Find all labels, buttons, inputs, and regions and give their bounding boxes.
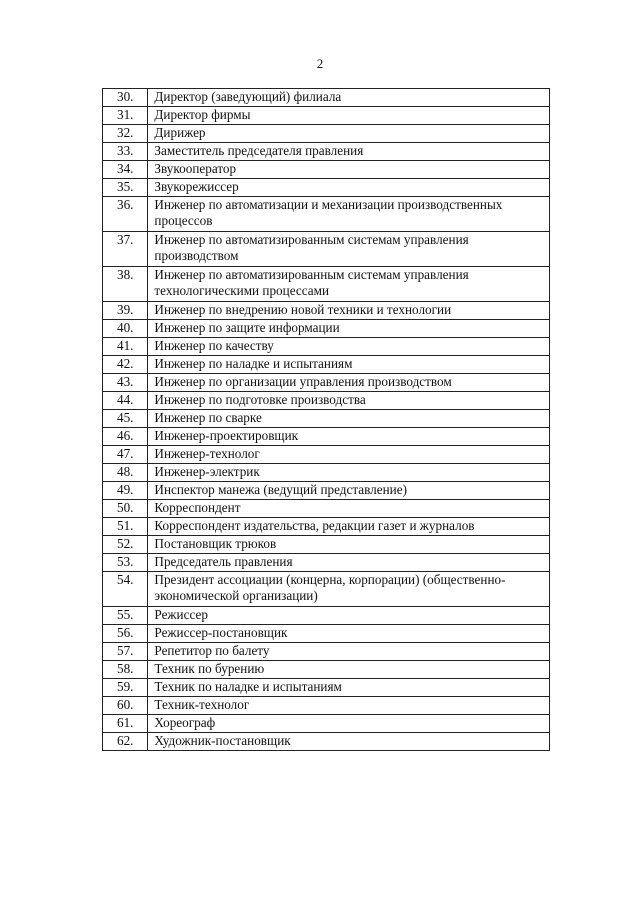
table-row bbox=[103, 536, 550, 554]
row-number: 44. bbox=[103, 392, 148, 410]
position-title: Инженер по внедрению новой техники и технологии bbox=[148, 302, 550, 320]
position-title: Дирижер bbox=[148, 125, 550, 143]
row-number: 50. bbox=[103, 500, 148, 518]
table-row bbox=[103, 607, 550, 625]
row-number: 38. bbox=[103, 267, 148, 302]
row-number: 55. bbox=[103, 607, 148, 625]
table-row bbox=[103, 374, 550, 392]
row-number: 41. bbox=[103, 338, 148, 356]
table-row bbox=[103, 107, 550, 125]
table-row bbox=[103, 733, 550, 751]
table-row bbox=[103, 410, 550, 428]
table-row bbox=[103, 338, 550, 356]
table-row bbox=[103, 428, 550, 446]
table-row bbox=[103, 715, 550, 733]
positions-table bbox=[102, 88, 550, 751]
position-title: Техник-технолог bbox=[148, 697, 550, 715]
position-title: Инженер по качеству bbox=[148, 338, 550, 356]
position-title: Инженер-проектировщик bbox=[148, 428, 550, 446]
table-row bbox=[103, 125, 550, 143]
row-number: 57. bbox=[103, 643, 148, 661]
position-title: Инженер по автоматизированным системам управления производством bbox=[148, 232, 550, 267]
row-number: 40. bbox=[103, 320, 148, 338]
row-number: 34. bbox=[103, 161, 148, 179]
row-number: 32. bbox=[103, 125, 148, 143]
row-number: 43. bbox=[103, 374, 148, 392]
table-row bbox=[103, 625, 550, 643]
row-number: 56. bbox=[103, 625, 148, 643]
row-number: 62. bbox=[103, 733, 148, 751]
row-number: 52. bbox=[103, 536, 148, 554]
table-row bbox=[103, 356, 550, 374]
table-row bbox=[103, 643, 550, 661]
position-title: Инженер по подготовке производства bbox=[148, 392, 550, 410]
position-title: Инженер по автоматизации и механизации производственных процессов bbox=[148, 197, 550, 232]
table-row bbox=[103, 679, 550, 697]
row-number: 49. bbox=[103, 482, 148, 500]
position-title: Инженер по сварке bbox=[148, 410, 550, 428]
table-row bbox=[103, 89, 550, 107]
row-number: 39. bbox=[103, 302, 148, 320]
position-title: Репетитор по балету bbox=[148, 643, 550, 661]
position-title: Режиссер bbox=[148, 607, 550, 625]
table-row bbox=[103, 143, 550, 161]
position-title: Постановщик трюков bbox=[148, 536, 550, 554]
position-title: Инженер по защите информации bbox=[148, 320, 550, 338]
positions-table-body bbox=[103, 89, 550, 751]
position-title: Корреспондент bbox=[148, 500, 550, 518]
table-row bbox=[103, 554, 550, 572]
row-number: 42. bbox=[103, 356, 148, 374]
row-number: 45. bbox=[103, 410, 148, 428]
table-row bbox=[103, 179, 550, 197]
row-number: 48. bbox=[103, 464, 148, 482]
table-row bbox=[103, 482, 550, 500]
position-title: Звукооператор bbox=[148, 161, 550, 179]
table-row bbox=[103, 302, 550, 320]
row-number: 47. bbox=[103, 446, 148, 464]
row-number: 51. bbox=[103, 518, 148, 536]
table-row bbox=[103, 500, 550, 518]
row-number: 60. bbox=[103, 697, 148, 715]
row-number: 33. bbox=[103, 143, 148, 161]
position-title: Председатель правления bbox=[148, 554, 550, 572]
row-number: 61. bbox=[103, 715, 148, 733]
table-row bbox=[103, 572, 550, 607]
position-title: Хореограф bbox=[148, 715, 550, 733]
position-title: Режиссер-постановщик bbox=[148, 625, 550, 643]
position-title: Заместитель председателя правления bbox=[148, 143, 550, 161]
row-number: 59. bbox=[103, 679, 148, 697]
position-title: Директор фирмы bbox=[148, 107, 550, 125]
position-title: Корреспондент издательства, редакции газет и журналов bbox=[148, 518, 550, 536]
table-row bbox=[103, 197, 550, 232]
row-number: 36. bbox=[103, 197, 148, 232]
position-title: Техник по наладке и испытаниям bbox=[148, 679, 550, 697]
position-title: Звукорежиссер bbox=[148, 179, 550, 197]
position-title: Инженер-технолог bbox=[148, 446, 550, 464]
table-row bbox=[103, 697, 550, 715]
table-row bbox=[103, 464, 550, 482]
position-title: Художник-постановщик bbox=[148, 733, 550, 751]
position-title: Инженер по наладке и испытаниям bbox=[148, 356, 550, 374]
position-title: Президент ассоциации (концерна, корпорации) (общественно-экономической организации) bbox=[148, 572, 550, 607]
table-row bbox=[103, 661, 550, 679]
page-number: 2 bbox=[316, 56, 324, 71]
row-number: 30. bbox=[103, 89, 148, 107]
table-row bbox=[103, 518, 550, 536]
row-number: 37. bbox=[103, 232, 148, 267]
position-title: Техник по бурению bbox=[148, 661, 550, 679]
table-row bbox=[103, 320, 550, 338]
row-number: 35. bbox=[103, 179, 148, 197]
position-title: Инспектор манежа (ведущий представление) bbox=[148, 482, 550, 500]
table-row bbox=[103, 446, 550, 464]
table-row bbox=[103, 232, 550, 267]
row-number: 46. bbox=[103, 428, 148, 446]
position-title: Инженер-электрик bbox=[148, 464, 550, 482]
row-number: 58. bbox=[103, 661, 148, 679]
row-number: 53. bbox=[103, 554, 148, 572]
position-title: Инженер по организации управления производством bbox=[148, 374, 550, 392]
table-row bbox=[103, 161, 550, 179]
position-title: Инженер по автоматизированным системам управления технологическими процессами bbox=[148, 267, 550, 302]
row-number: 54. bbox=[103, 572, 148, 607]
table-row bbox=[103, 267, 550, 302]
table-row bbox=[103, 392, 550, 410]
position-title: Директор (заведующий) филиала bbox=[148, 89, 550, 107]
row-number: 31. bbox=[103, 107, 148, 125]
